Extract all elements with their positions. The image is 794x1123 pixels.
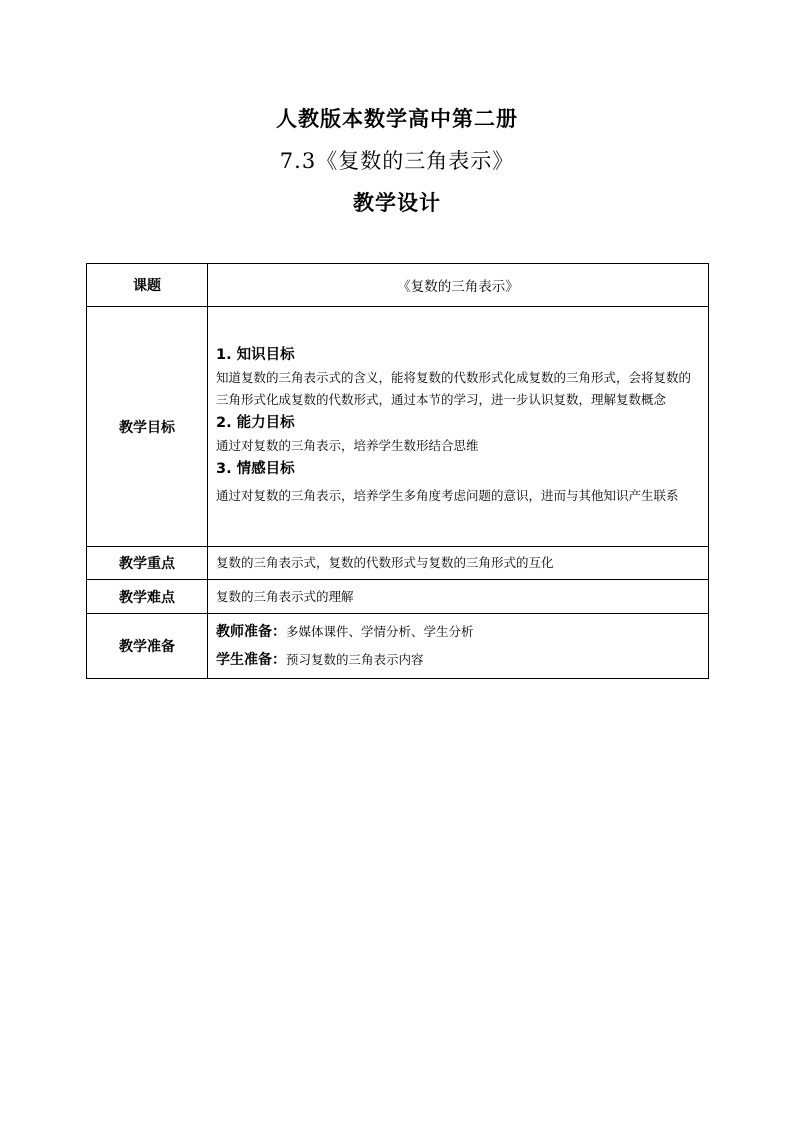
objective-heading-knowledge: 1. 知识目标 [216,347,295,363]
value-difficulties: 复数的三角表示式的理解 [208,580,709,614]
value-preparation [208,614,709,679]
row-topic [87,264,709,307]
value-objectives [208,307,709,547]
title-line-design: 教学设计 [353,191,441,215]
objective-heading-emotion: 3. 情感目标 [216,461,295,477]
row-key-points [87,547,709,580]
lesson-plan-table [86,263,709,679]
label-difficulties: 教学难点 [87,580,208,614]
document-title [0,98,794,224]
teacher-preparation-value: 多媒体课件、学情分析、学生分析 [286,624,474,639]
label-topic: 课题 [87,264,208,307]
row-difficulties [87,580,709,614]
value-topic: 《复数的三角表示》 [208,264,709,307]
label-preparation: 教学准备 [87,614,208,679]
student-preparation-value: 预习复数的三角表示内容 [286,652,424,667]
title-line-textbook: 人教版本数学高中第二册 [276,107,518,131]
row-objectives [87,307,709,547]
student-preparation [216,646,701,674]
title-line-lesson: 7.3《复数的三角表示》 [279,149,515,173]
objective-text-ability: 通过对复数的三角表示，培养学生数形结合思维 [216,438,479,453]
row-preparation [87,614,709,679]
objective-text-knowledge: 知道复数的三角表示式的含义，能将复数的代数形式化成复数的三角形式，会将复数的三角形式化成复数的代数形式，通过本节的学习，进一步认识复数，理解复数概念 [216,370,692,407]
objective-text-emotion: 通过对复数的三角表示，培养学生多角度考虑问题的意识，进而与其他知识产生联系 [216,488,679,503]
label-key-points: 教学重点 [87,547,208,580]
student-preparation-label: 学生准备： [216,652,286,668]
teacher-preparation [216,618,701,646]
value-key-points: 复数的三角表示式，复数的代数形式与复数的三角形式的互化 [208,547,709,580]
teacher-preparation-label: 教师准备： [216,624,286,640]
objective-heading-ability: 2. 能力目标 [216,415,295,431]
label-objectives: 教学目标 [87,307,208,547]
